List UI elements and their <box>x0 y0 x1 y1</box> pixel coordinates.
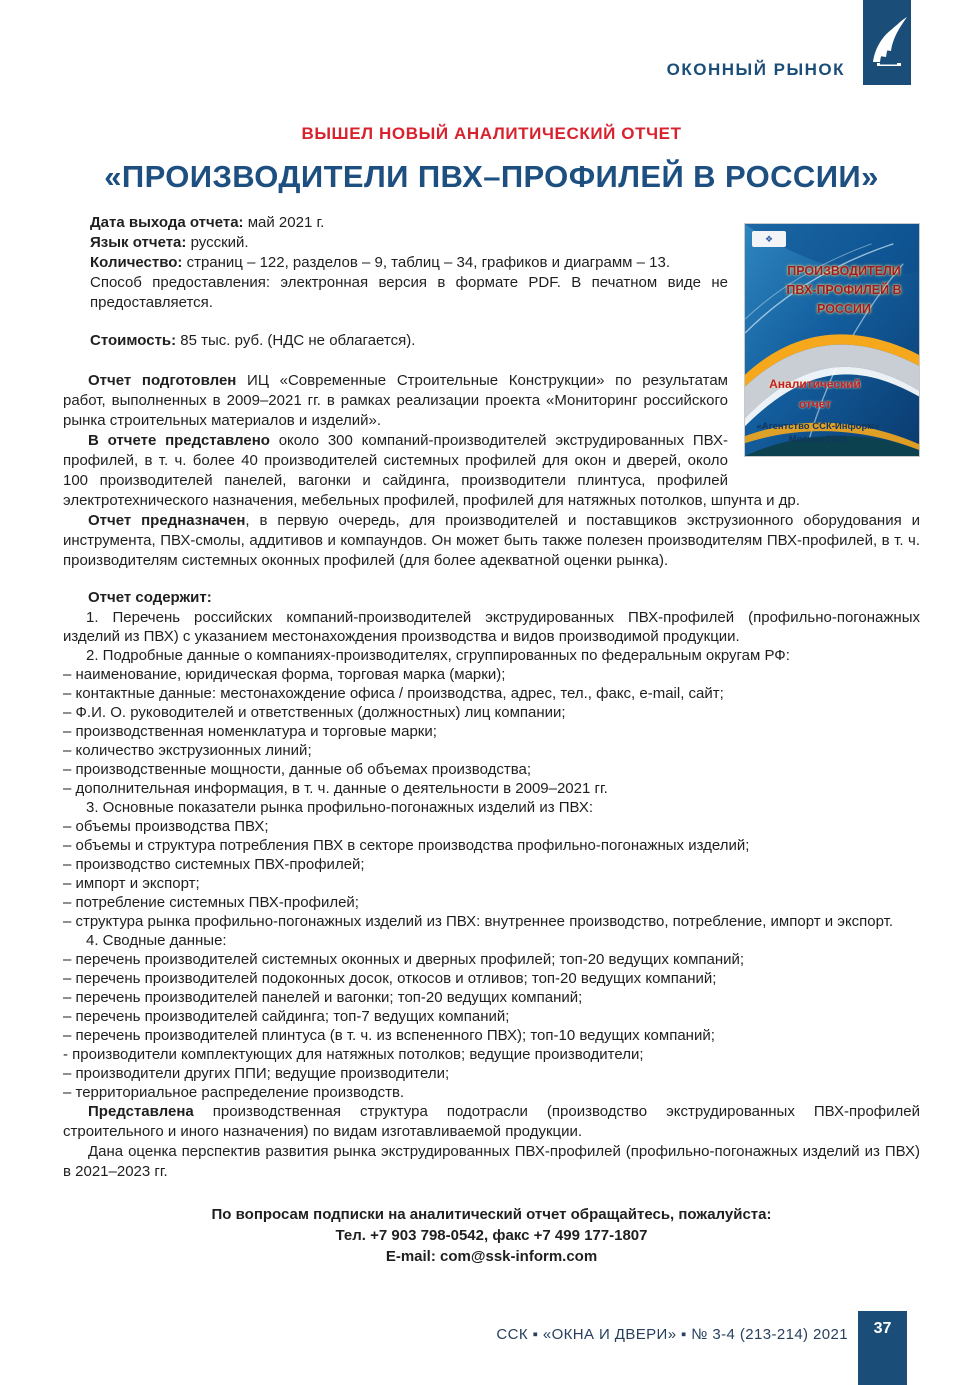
list-item: 3. Основные показатели рынка профильно-погонажных изделий из ПВХ: <box>86 799 594 816</box>
detail-line: Язык отчета: русский. <box>90 234 249 251</box>
report-cover <box>744 223 920 457</box>
list-item: – Ф.И. О. руководителей и ответственных (должностных) лиц компании; <box>63 704 566 721</box>
list-item: – наименование, юридическая форма, торговая марка (марки); <box>63 666 506 683</box>
swoosh-icon <box>863 0 911 85</box>
list-item: – производственная номенклатура и торговые марки; <box>63 723 437 740</box>
list-item: – структура рынка профильно-погонажных изделий из ПВХ: внутреннее производство, потребление, импорт и экспорт. <box>63 913 894 930</box>
closing-paragraphs <box>63 1102 920 1182</box>
paragraph: Отчет подготовлен ИЦ «Современные Строительные Конструкции» по результатам работ, выполненных в 2009–2021 гг. в рамках реализации проекта «Мониторинг российского рынка строительных материалов и изделий». <box>63 372 728 429</box>
list-item: – производственные мощности, данные об объемах производства; <box>63 761 532 778</box>
report-contents-list <box>63 608 920 1102</box>
list-item: – дополнительная информация, в т. ч. данные о деятельности в 2009–2021 гг. <box>63 780 608 797</box>
cover-logo-chip <box>752 231 786 247</box>
list-item: - производители комплектующих для натяжных потолков; ведущие производители; <box>63 1046 644 1063</box>
paragraph: В отчете представлено около 300 компаний-производителей экструдированных ПВХ-профилей, в т. ч. более 40 производителей системных профилей для окон и дверей, около 100 производителей панелей, вагонки и сайдинга, производители плинтуса, профилей электротехнического назначения, мебельных профилей, профилей для натяжных потолков, шпунта и др. <box>63 432 800 509</box>
list-item: – потребление системных ПВХ-профилей; <box>63 894 359 911</box>
list-item: – производство системных ПВХ-профилей; <box>63 856 365 873</box>
cover-subtitle: Аналитический отчет <box>769 377 861 411</box>
email-line: E-mail: com@ssk-inform.com <box>385 1248 598 1265</box>
detail-line: Способ предоставления: электронная версия в формате PDF. В печатном виде не предоставляется. <box>90 274 728 311</box>
list-item: – перечень производителей подоконных досок, откосов и отливов; топ-20 ведущих компаний; <box>63 970 717 987</box>
list-item: – объемы производства ПВХ; <box>63 818 269 835</box>
publisher-logo <box>863 0 911 85</box>
contents-heading: Отчет содержит: <box>88 589 212 606</box>
list-item: – перечень производителей системных оконных и дверных профилей; топ-20 ведущих компаний; <box>63 951 745 968</box>
list-item: – количество экструзионных линий; <box>63 742 312 759</box>
announcement-heading: ВЫШЕЛ НОВЫЙ АНАЛИТИЧЕСКИЙ ОТЧЕТ <box>301 124 682 143</box>
journal-footer: ССК ▪ «ОКНА И ДВЕРИ» ▪ № 3-4 (213-214) 2021 <box>496 1326 848 1343</box>
detail-line: Количество: страниц – 122, разделов – 9, таблиц – 34, графиков и диаграмм – 13. <box>90 254 670 271</box>
list-item: – производители других ППИ; ведущие производители; <box>63 1065 450 1082</box>
list-item: – контактные данные: местонахождение офиса / производства, адрес, тел., факс, e-mail, сайт; <box>63 685 724 702</box>
paragraph: Представлена производственная структура подотрасли (производство экструдированных ПВХ-профилей строительного и иного назначения) по видам изготавливаемой продукции. <box>63 1103 920 1140</box>
list-item: 2. Подробные данные о компаниях-производителях, сгруппированных по федеральным округам РФ: <box>86 647 790 664</box>
price-line: Стоимость: 85 тыс. руб. (НДС не облагается). <box>90 332 416 349</box>
page-title: «ПРОИЗВОДИТЕЛИ ПВХ–ПРОФИЛЕЙ В РОССИИ» <box>104 159 879 194</box>
list-item: – территориальное распределение производств. <box>63 1084 405 1101</box>
list-item: 4. Сводные данные: <box>86 932 227 949</box>
list-item: – перечень производителей панелей и вагонки; топ-20 ведущих компаний; <box>63 989 583 1006</box>
masthead-section-label: ОКОННЫЙ РЫНОК <box>666 60 845 79</box>
paragraph: Дана оценка перспектив развития рынка экструдированных ПВХ-профилей (профильно-погонажных изделий из ПВХ) в 2021–2023 гг. <box>63 1143 920 1180</box>
cover-logo-icon: ❖ <box>764 234 774 244</box>
phone-fax-line: Тел. +7 903 798-0542, факс +7 499 177-1807 <box>335 1227 648 1244</box>
subscribe-line: По вопросам подписки на аналитический отчет обращайтесь, пожалуйста: <box>211 1206 772 1223</box>
list-item: 1. Перечень российских компаний-производителей экструдированных ПВХ-профилей (профильно-погонажных изделий из ПВХ) с указанием местонахождения производства и видов производимой продукции. <box>63 609 920 645</box>
main-content <box>63 124 920 1267</box>
report-description <box>63 213 920 1267</box>
list-item: – перечень производителей сайдинга; топ-7 ведущих компаний; <box>63 1008 510 1025</box>
cover-publisher: «Агентство ССК-Информ» Москва 2021 <box>756 421 880 445</box>
list-item: – импорт и экспорт; <box>63 875 200 892</box>
cover-title: ПРОИЗВОДИТЕЛИ ПВХ-ПРОФИЛЕЙ В РОССИИ <box>786 264 902 316</box>
page-number-badge: 37 <box>858 1311 907 1385</box>
list-item: – перечень производителей плинтуса (в т. ч. из вспененного ПВХ); топ-10 ведущих компаний; <box>63 1027 715 1044</box>
subscription-contacts <box>63 1204 920 1267</box>
list-item: – объемы и структура потребления ПВХ в секторе производства профильно-погонажных изделий; <box>63 837 750 854</box>
paragraph: Отчет предназначен, в первую очередь, для производителей и поставщиков экструзионного оборудования и инструмента, ПВХ-смолы, аддитивов и компаундов. Он может быть также полезен производителям ПВХ-профилей, в т. ч. производителям системных оконных профилей (для более адекватной оценки рынка). <box>63 512 920 569</box>
detail-line: Дата выхода отчета: май 2021 г. <box>90 214 325 231</box>
